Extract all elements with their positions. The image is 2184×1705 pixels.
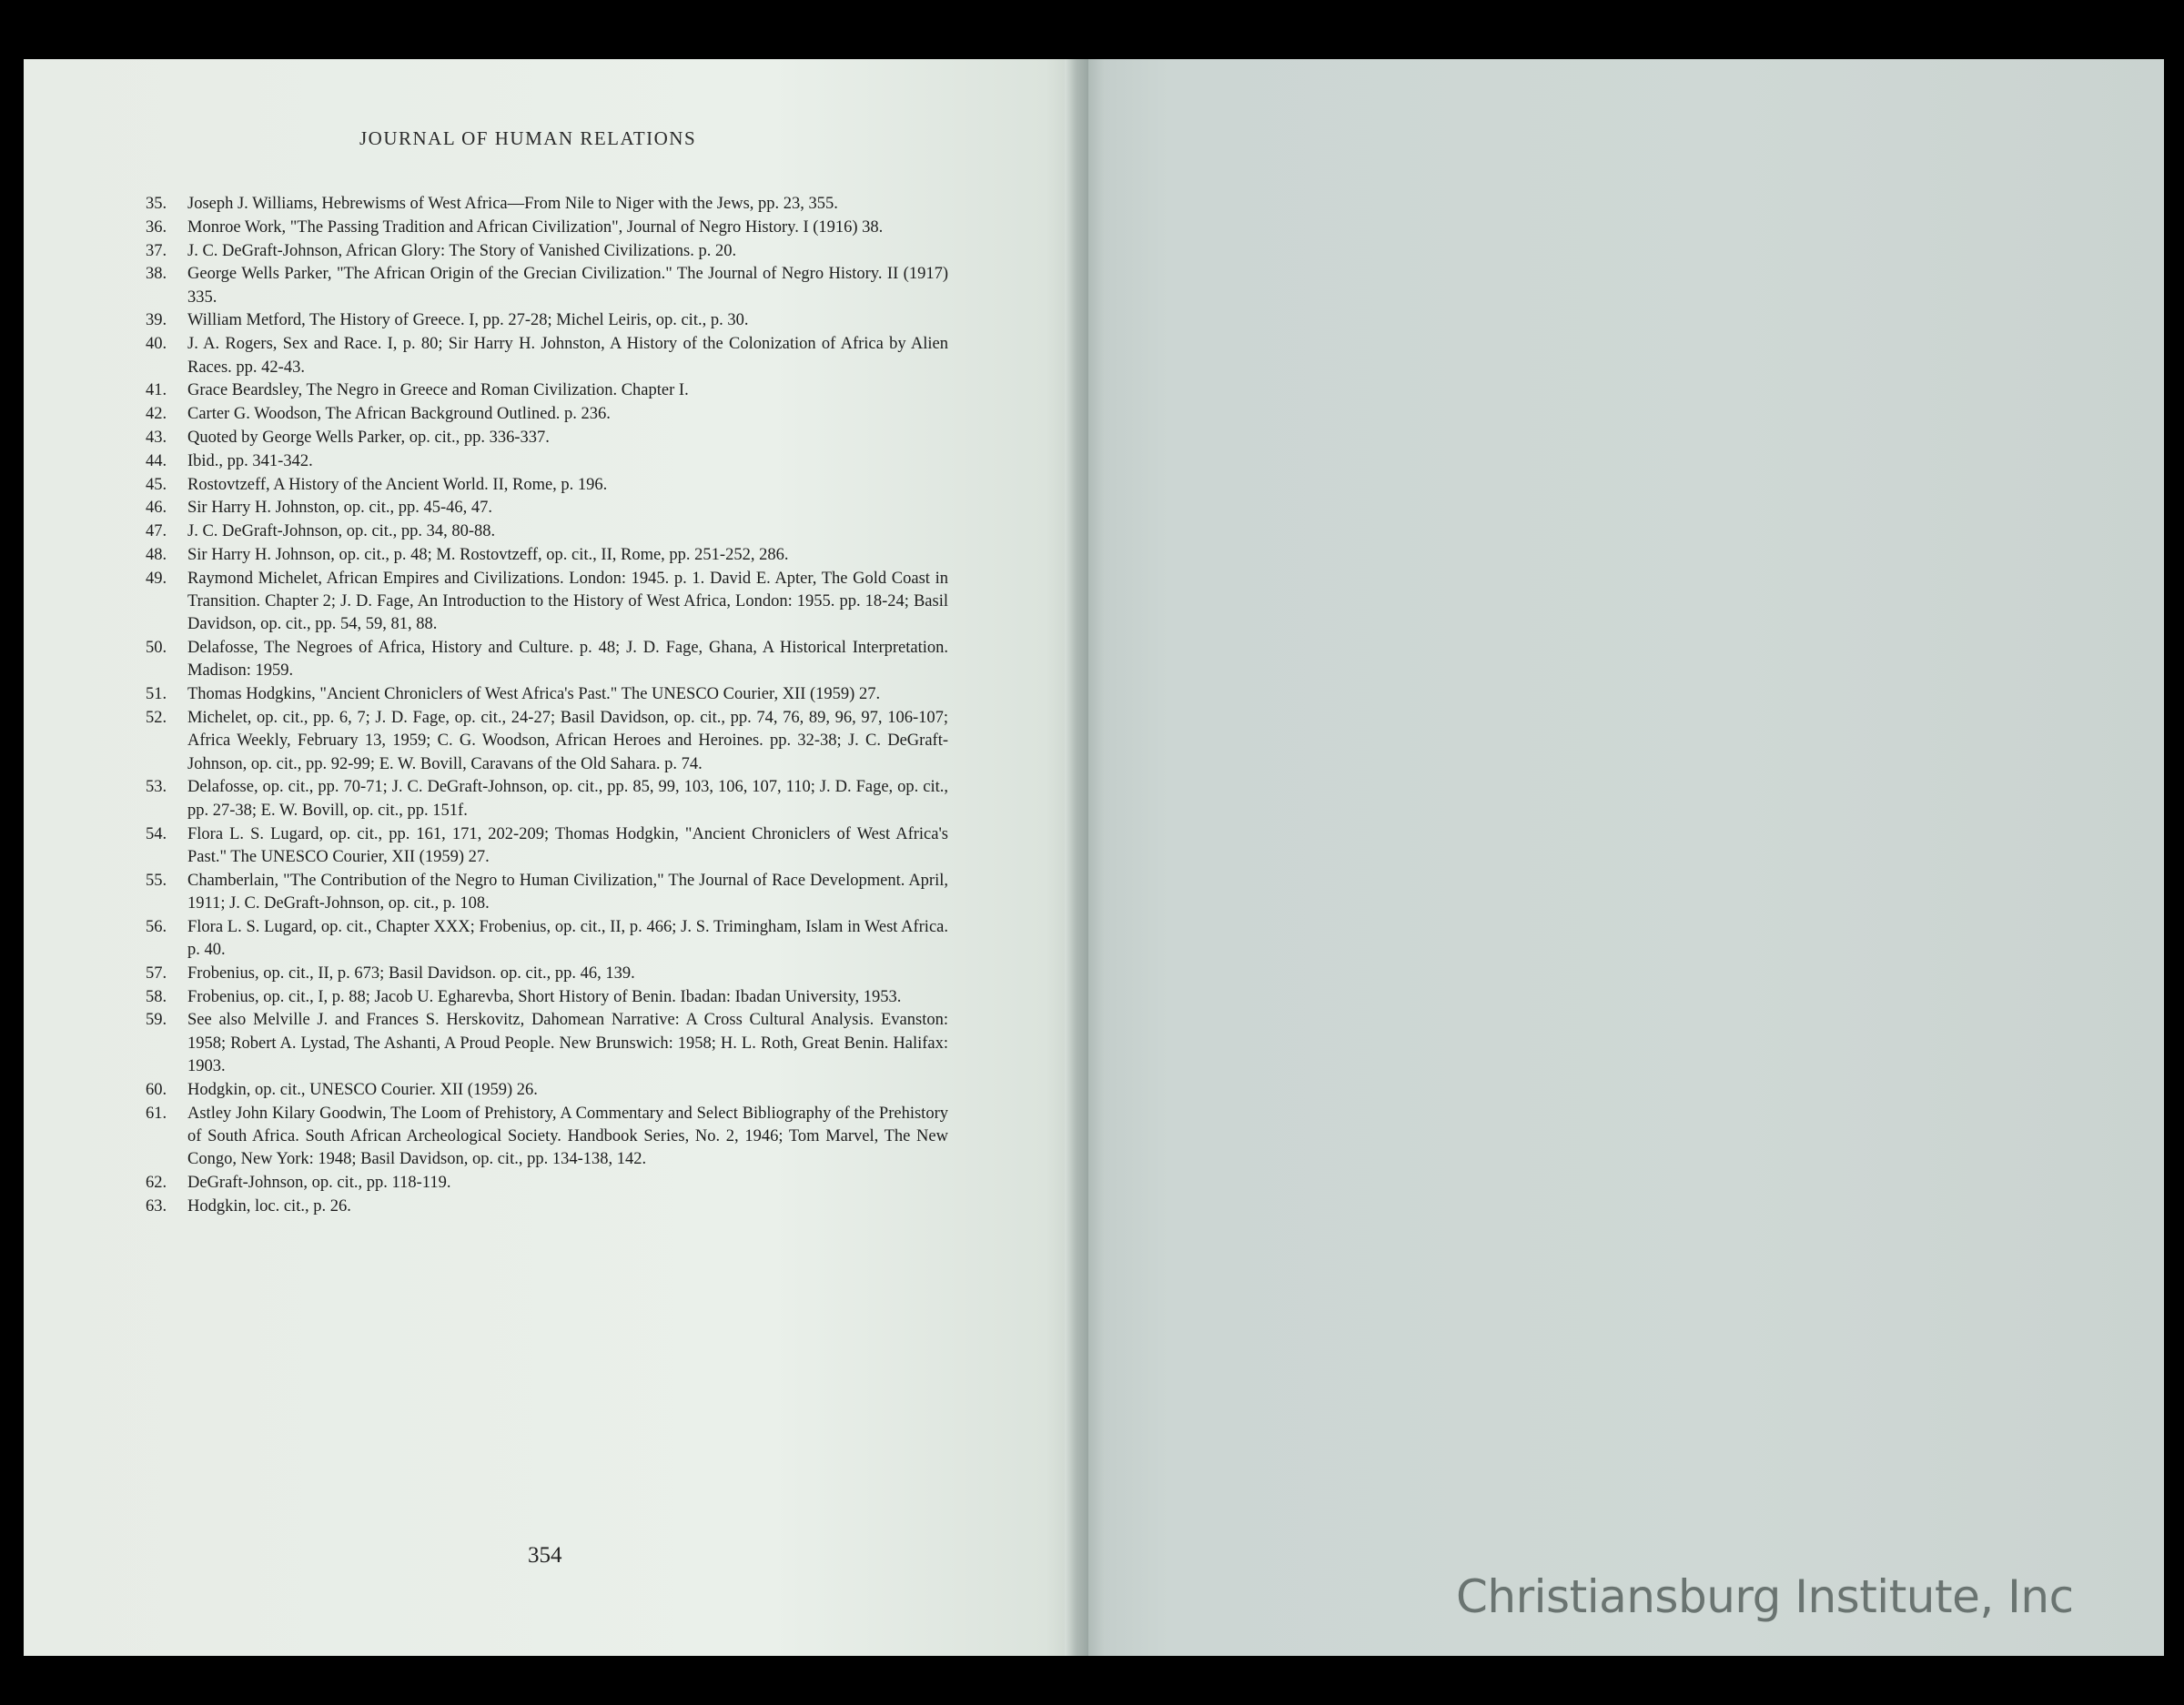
- footnote-text: Sir Harry H. Johnson, op. cit., p. 48; M. Rostovtzeff, op. cit., II, Rome, pp. 251-252, 286.: [187, 545, 789, 564]
- footnote-text: Hodgkin, op. cit., UNESCO Courier. XII (1959) 26.: [187, 1080, 538, 1099]
- footnote-number: 50.: [146, 639, 167, 658]
- footnote: [146, 963, 948, 985]
- footnote-number: 48.: [146, 545, 167, 564]
- footnote-number: 61.: [146, 1104, 167, 1123]
- footnote: [146, 1009, 948, 1078]
- footnote-text: Chamberlain, "The Contribution of the Negro to Human Civilization," The Journal of Race Development. April, 1911; J. C. DeGraft-Johnson, op. cit., p. 108.: [187, 871, 948, 913]
- footnote: [146, 1103, 948, 1172]
- footnote-text: See also Melville J. and Frances S. Herskovitz, Dahomean Narrative: A Cross Cultural Analysis. Evanston: 1958; Robert A. Lystad, The Ashanti, A Proud People. New Brunswich: 1958; H. L. Roth, Great Benin. Halifax: 1903.: [187, 1011, 948, 1075]
- footnote: [146, 776, 948, 822]
- footnote-text: Quoted by George Wells Parker, op. cit., pp. 336-337.: [187, 428, 550, 447]
- watermark: Christiansburg Institute, Inc: [1456, 1570, 2074, 1623]
- footnote-text: William Metford, The History of Greece. I, pp. 27-28; Michel Leiris, op. cit., p. 30.: [187, 311, 749, 330]
- footnote-number: 47.: [146, 522, 167, 541]
- footnote-number: 42.: [146, 405, 167, 424]
- footnote-number: 49.: [146, 569, 167, 588]
- footnote: [146, 683, 948, 706]
- footnote-text: Rostovtzeff, A History of the Ancient World. II, Rome, p. 196.: [187, 475, 608, 494]
- footnote: [146, 986, 948, 1009]
- footnote-text: Carter G. Woodson, The African Background Outlined. p. 236.: [187, 405, 611, 424]
- footnote-number: 60.: [146, 1080, 167, 1099]
- footnote: [146, 497, 948, 520]
- footnote: [146, 263, 948, 309]
- footnote-text: Flora L. S. Lugard, op. cit., pp. 161, 171, 202-209; Thomas Hodgkin, "Ancient Chroniclers of West Africa's Past." The UNESCO Courier, XII (1959) 27.: [187, 824, 948, 866]
- footnote-number: 57.: [146, 963, 167, 983]
- footnote-number: 63.: [146, 1196, 167, 1216]
- footnote-number: 39.: [146, 311, 167, 330]
- footnote: [146, 707, 948, 776]
- footnote-number: 62.: [146, 1173, 167, 1192]
- footnote-text: Raymond Michelet, African Empires and Civilizations. London: 1945. p. 1. David E. Apter, The Gold Coast in Transition. Chapter 2; J. D. Fage, An Introduction to the History of West Africa, London: 1955. pp. 18-24; Basil Davidson, op. cit., pp. 54, 59, 81, 88.: [187, 569, 948, 634]
- footnote-text: J. C. DeGraft-Johnson, op. cit., pp. 34, 80-88.: [187, 522, 496, 541]
- footnote-number: 56.: [146, 917, 167, 936]
- footnote-number: 53.: [146, 778, 167, 797]
- footnote: [146, 823, 948, 870]
- footnote-number: 58.: [146, 987, 167, 1006]
- footnote: [146, 637, 948, 683]
- footnote-number: 54.: [146, 824, 167, 843]
- footnote-text: Michelet, op. cit., pp. 6, 7; J. D. Fage, op. cit., 24-27; Basil Davidson, op. cit., pp. 74, 76, 89, 96, 97, 106-107; Africa Weekly, February 13, 1959; C. G. Woodson, African Heroes and Heroines. pp. 32-38; J. C. DeGraft-Johnson, op. cit., pp. 92-99; E. W. Bovill, Caravans of the Old Sahara. p. 74.: [187, 709, 948, 773]
- footnote-number: 40.: [146, 335, 167, 354]
- footnote: [146, 1196, 948, 1218]
- footnote-text: Delafosse, The Negroes of Africa, History and Culture. p. 48; J. D. Fage, Ghana, A Historical Interpretation. Madison: 1959.: [187, 639, 948, 681]
- footnote-text: Frobenius, op. cit., I, p. 88; Jacob U. Egharevba, Short History of Benin. Ibadan: Ibadan University, 1953.: [187, 987, 902, 1006]
- footnote: [146, 193, 948, 216]
- footnote-text: Monroe Work, "The Passing Tradition and African Civilization", Journal of Negro History. I (1916) 38.: [187, 217, 884, 237]
- book-gutter: [1065, 59, 1088, 1656]
- right-page-blank: [1083, 59, 2164, 1656]
- footnote: [146, 403, 948, 426]
- footnote: [146, 427, 948, 449]
- footnote-number: 37.: [146, 241, 167, 260]
- footnote-text: Astley John Kilary Goodwin, The Loom of Prehistory, A Commentary and Select Bibliography of the Prehistory of South Africa. South African Archeological Society. Handbook Series, No. 2, 1946; Tom Marvel, The New Congo, New York: 1948; Basil Davidson, op. cit., pp. 134-138, 142.: [187, 1104, 948, 1169]
- footnote: [146, 520, 948, 543]
- footnote: [146, 474, 948, 497]
- footnote-text: George Wells Parker, "The African Origin of the Grecian Civilization." The Journal of Negro History. II (1917) 335.: [187, 265, 948, 307]
- footnote: [146, 544, 948, 567]
- footnote-number: 55.: [146, 871, 167, 890]
- footnote-number: 35.: [146, 195, 167, 213]
- footnote: [146, 240, 948, 263]
- footnote-text: Frobenius, op. cit., II, p. 673; Basil Davidson. op. cit., pp. 46, 139.: [187, 963, 635, 983]
- footnote-text: Joseph J. Williams, Hebrewisms of West Africa—From Nile to Niger with the Jews, pp. 23, 355.: [187, 195, 838, 213]
- footnote: [146, 217, 948, 239]
- footnote-number: 59.: [146, 1011, 167, 1030]
- footnote-number: 43.: [146, 428, 167, 447]
- footnote-text: Delafosse, op. cit., pp. 70-71; J. C. DeGraft-Johnson, op. cit., pp. 85, 99, 103, 106, 107, 110; J. D. Fage, op. cit., pp. 27-38; E. W. Bovill, op. cit., pp. 151f.: [187, 778, 948, 820]
- footnote: [146, 333, 948, 379]
- footnote-number: 46.: [146, 499, 167, 518]
- footnote-number: 51.: [146, 685, 167, 704]
- footnote-number: 41.: [146, 381, 167, 400]
- footnote-text: Thomas Hodgkins, "Ancient Chroniclers of West Africa's Past." The UNESCO Courier, XII (1959) 27.: [187, 685, 881, 704]
- footnote: [146, 379, 948, 402]
- running-head: JOURNAL OF HUMAN RELATIONS: [359, 127, 697, 149]
- footnote-text: J. A. Rogers, Sex and Race. I, p. 80; Sir Harry H. Johnston, A History of the Colonization of Africa by Alien Races. pp. 42-43.: [187, 335, 948, 377]
- footnote: [146, 1172, 948, 1195]
- footnote: [146, 916, 948, 963]
- footnote: [146, 870, 948, 916]
- footnote-number: 45.: [146, 475, 167, 494]
- footnote: [146, 309, 948, 332]
- footnote-text: Grace Beardsley, The Negro in Greece and Roman Civilization. Chapter I.: [187, 381, 689, 400]
- footnotes-list: [146, 193, 948, 1219]
- footnote-text: J. C. DeGraft-Johnson, African Glory: The Story of Vanished Civilizations. p. 20.: [187, 241, 737, 260]
- footnote-number: 44.: [146, 451, 167, 470]
- footnote-text: Flora L. S. Lugard, op. cit., Chapter XXX; Frobenius, op. cit., II, p. 466; J. S. Trimingham, Islam in West Africa. p. 40.: [187, 917, 948, 959]
- footnote-number: 52.: [146, 709, 167, 728]
- footnote-text: Ibid., pp. 341-342.: [187, 451, 313, 470]
- footnote-text: Hodgkin, loc. cit., p. 26.: [187, 1196, 351, 1216]
- footnote-number: 36.: [146, 217, 167, 237]
- footnote-number: 38.: [146, 265, 167, 284]
- page-number: 354: [528, 1543, 562, 1568]
- footnote-text: Sir Harry H. Johnston, op. cit., pp. 45-46, 47.: [187, 499, 493, 518]
- footnote: [146, 1079, 948, 1102]
- footnote: [146, 450, 948, 473]
- footnote-text: DeGraft-Johnson, op. cit., pp. 118-119.: [187, 1173, 451, 1192]
- footnote: [146, 568, 948, 637]
